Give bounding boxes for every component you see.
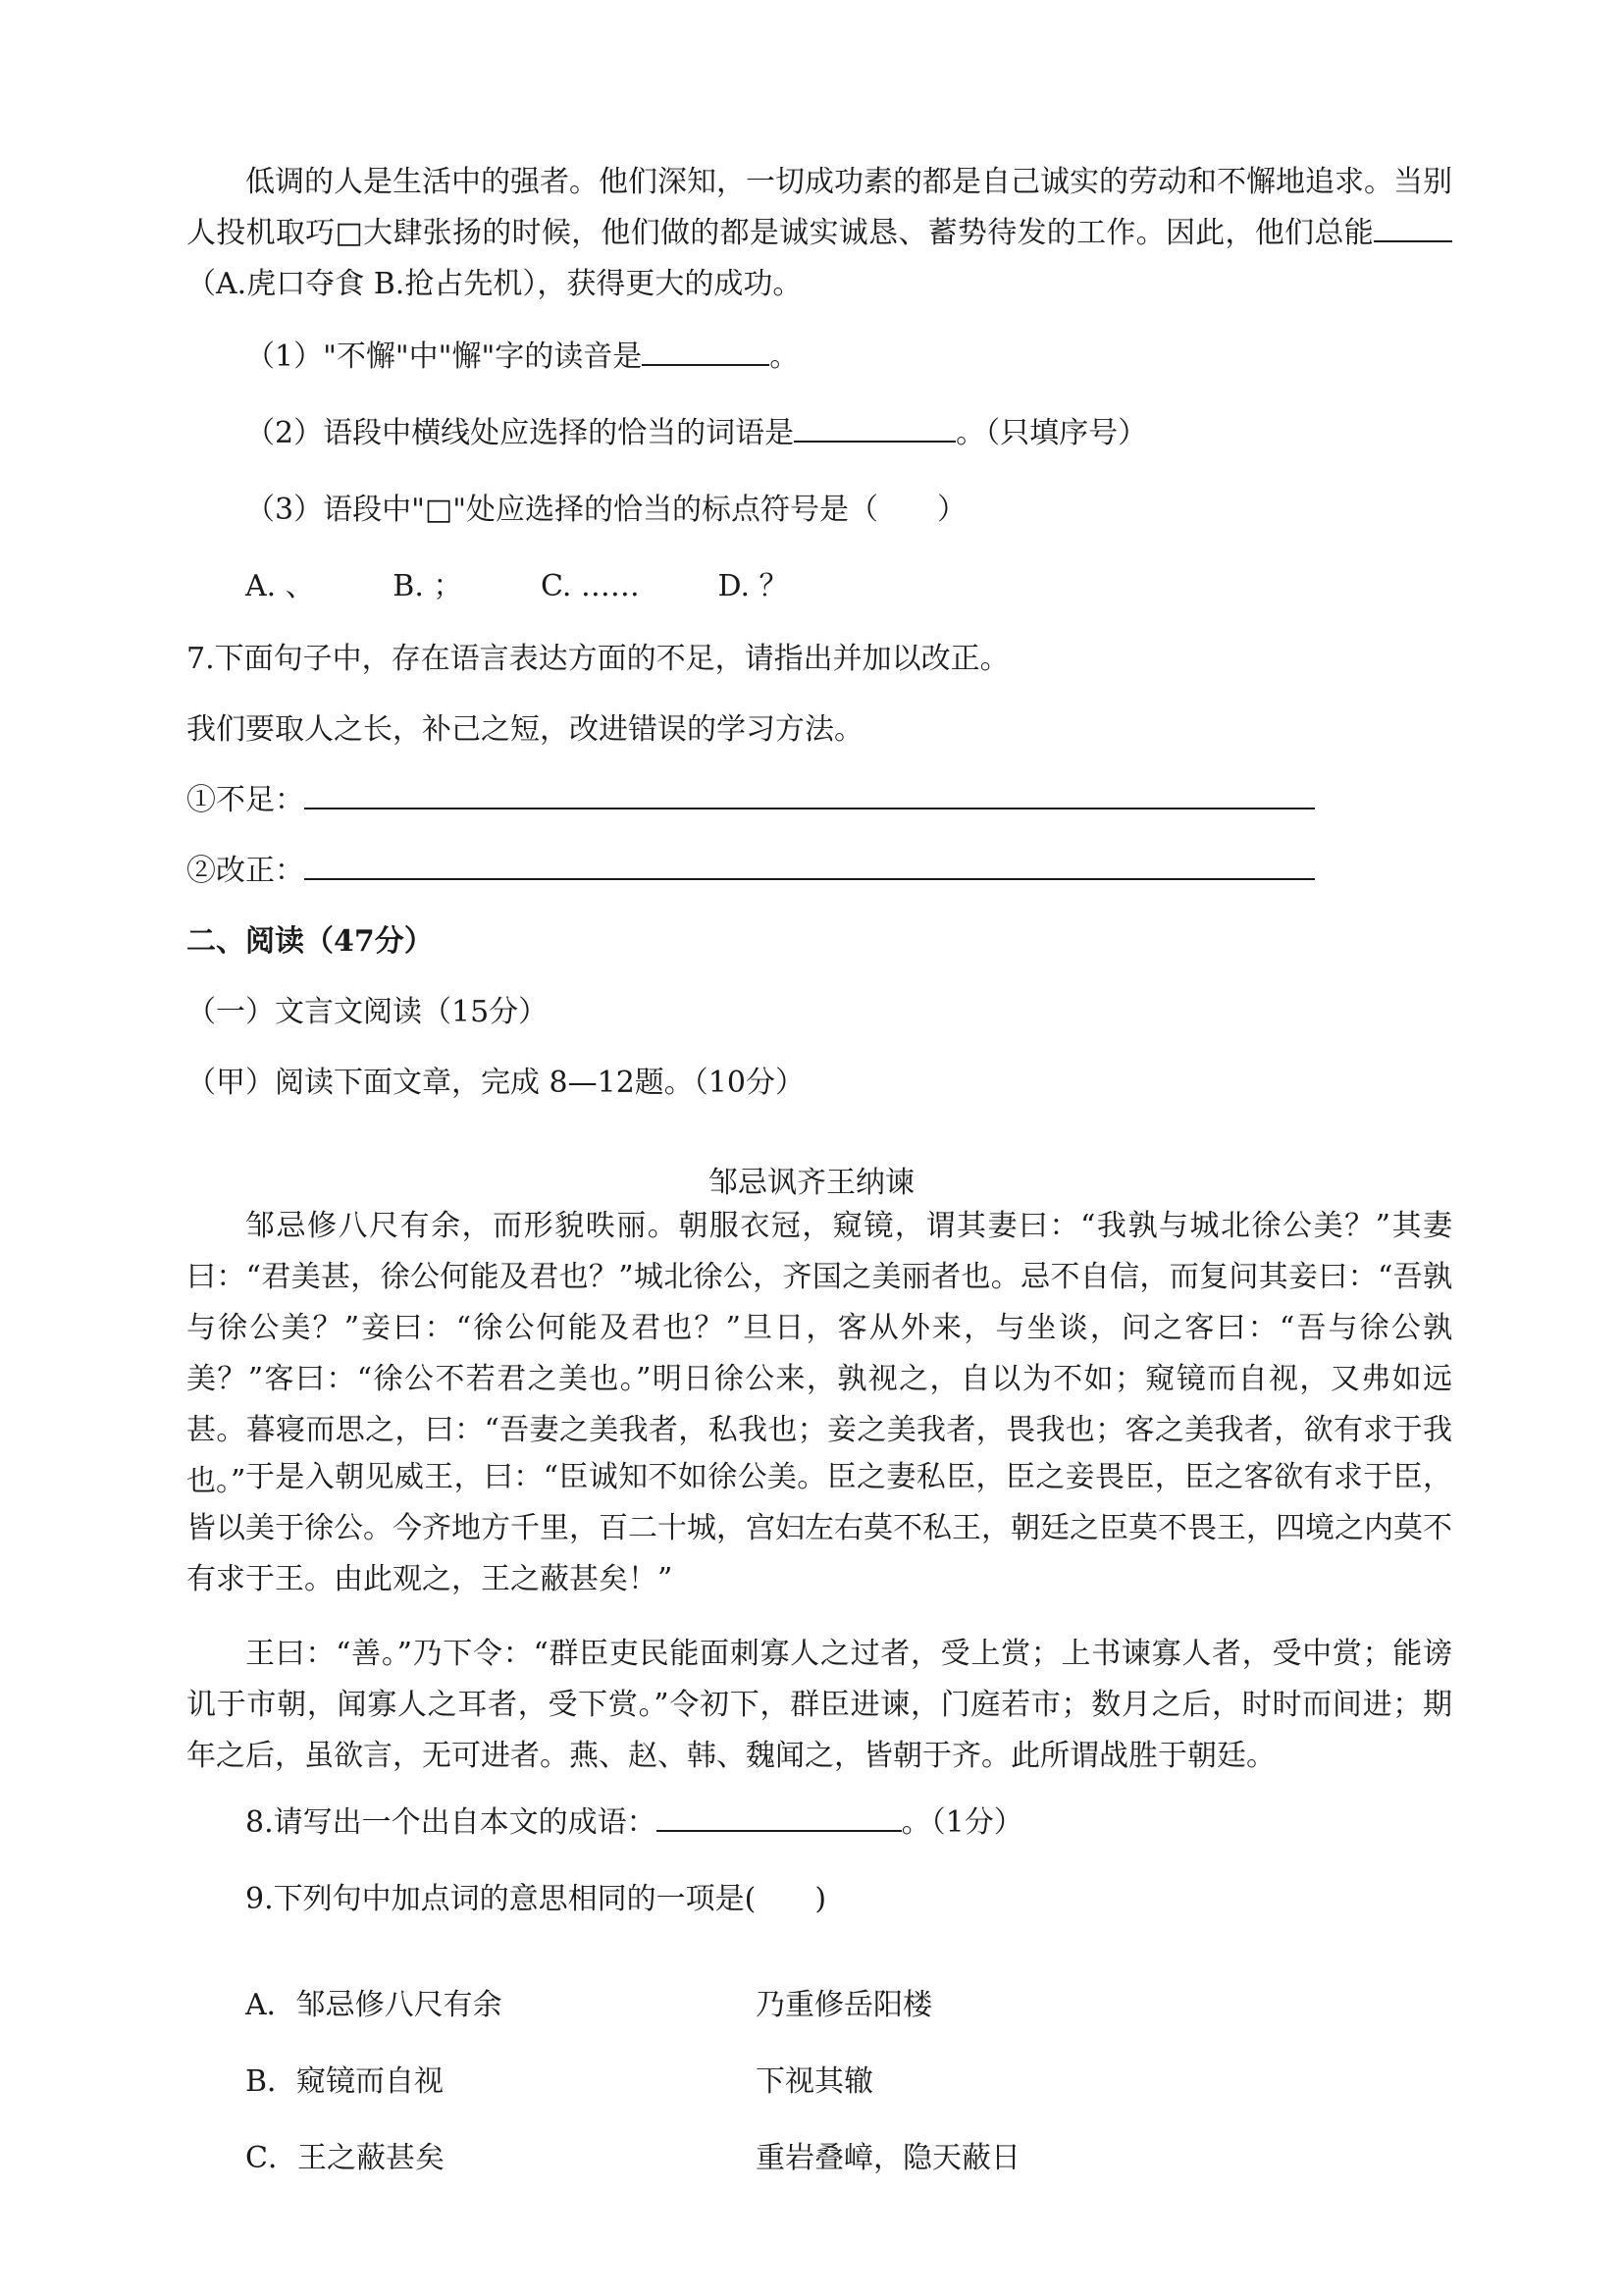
question-9-option-c-right: 重岩叠嶂，隐天蔽日: [756, 2141, 1021, 2175]
question-9-option-c-left[interactable]: C．王之蔽甚矣: [245, 2141, 445, 2175]
question-8: [245, 1798, 1023, 1849]
option-c[interactable]: C. ……: [540, 569, 640, 603]
question-sub3: （3）语段中"□"处应选择的恰当的标点符号是（ ）: [245, 493, 968, 527]
answer-blank[interactable]: [1374, 211, 1452, 242]
question-9-option-a-right: 乃重修岳阳楼: [756, 1988, 932, 2022]
question-7-prompt: 7.下面句子中，存在语言表达方面的不足，请指出并加以改正。: [186, 642, 1010, 676]
section-2-sub1a: （甲）阅读下面文章，完成 8—12题。（10分）: [186, 1066, 805, 1100]
question-sub2-tail: 。（只填序号）: [956, 416, 1148, 450]
question-9-option-b-left[interactable]: B．窥镜而自视: [245, 2064, 445, 2099]
answer-blank[interactable]: [642, 335, 769, 366]
question-9-prompt: 9.下列句中加点词的意思相同的一项是( ): [245, 1882, 827, 1916]
question-sub2: [245, 408, 1147, 459]
passage-text-after: （A.虎口夺食 B.抢占先机），获得更大的成功。: [186, 267, 803, 301]
question-sub1-text: （1）"不懈"中"懈"字的读音是: [245, 339, 643, 374]
answer-blank[interactable]: [794, 411, 956, 443]
option-b[interactable]: B. ；: [393, 569, 463, 603]
question-sub1-tail: 。: [769, 339, 800, 374]
question-7-sentence: 我们要取人之长，补己之短，改进错误的学习方法。: [186, 712, 864, 747]
section-2-sub1: （一）文言文阅读（15分）: [186, 995, 549, 1029]
question-8-tail: 。（1分）: [901, 1805, 1023, 1840]
question-9-option-a-left[interactable]: A．邹忌修八尺有余: [245, 1988, 502, 2022]
option-d[interactable]: D. ？: [717, 569, 789, 603]
answer-blank[interactable]: [656, 1800, 902, 1832]
question-sub1: [245, 332, 799, 383]
shortcoming-label: ①不足：: [186, 783, 304, 817]
question-sub2-text: （2）语段中横线处应选择的恰当的词语是: [245, 416, 795, 450]
classical-paragraph-2: 于是入朝见威王，曰：“臣诚知不如徐公美。臣之妻私臣，臣之妾畏臣，臣之客欲有求于臣，皆以美于徐公。今齐地方千里，百二十城，宫妇左右莫不私王，朝廷之臣莫不畏王，四境之内莫不有求于王。由此观之，王之蔽甚矣！”: [186, 1460, 1452, 1596]
question-7-correction: [186, 846, 1315, 897]
shortcoming-answer-line[interactable]: [304, 778, 1315, 809]
passage-text-before: 低调的人是生活中的强者。他们深知，一切成功素的都是自己诚实的劳动和不懈地追求。当别人投机取巧□大肆张扬的时候，他们做的都是诚实诚恳、蓄势待发的工作。因此，他们总能: [186, 165, 1452, 250]
question-7-shortcoming: [186, 775, 1315, 826]
question-sub3-options: [245, 561, 789, 612]
classical-paragraph-1: 邹忌修八尺有余，而形貌昳丽。朝服衣冠，窥镜，谓其妻曰：“我孰与城北徐公美？”其妻曰：“君美甚，徐公何能及君也？”城北徐公，齐国之美丽者也。忌不自信，而复问其妾曰：“吾孰与徐公美？”妾曰：“徐公何能及君也？”旦日，客从外来，与坐谈，问之客曰：“吾与徐公孰美？”客曰：“徐公不若君之美也。”明日徐公来，孰视之，自以为不如；窥镜而自视，又弗如远甚。暮寝而思之，曰：“吾妻之美我者，私我也；妾之美我者，畏我也；客之美我者，欲有求于我也。”: [186, 1209, 1452, 1498]
option-a[interactable]: A. 、: [245, 569, 315, 603]
classical-title: 邹忌讽齐王纳谏: [708, 1166, 915, 1200]
classical-paragraph-3: 王曰：“善。”乃下令：“群臣吏民能面刺寡人之过者，受上赏；上书谏寡人者，受中赏；能谤讥于市朝，闻寡人之耳者，受下赏。”令初下，群臣进谏，门庭若市；数月之后，时时而间进；期年之后，虽欲言，无可进者。燕、赵、韩、魏闻之，皆朝于齐。此所谓战胜于朝廷。: [186, 1637, 1452, 1773]
passage-low-key: [186, 157, 1452, 310]
question-8-text: 8.请写出一个出自本文的成语：: [245, 1805, 656, 1840]
question-9-option-b-right: 下视其辙: [756, 2064, 873, 2099]
correction-answer-line[interactable]: [304, 849, 1315, 880]
section-2-heading: 二、阅读（47分）: [186, 924, 434, 959]
correction-label: ②改正：: [186, 854, 304, 888]
